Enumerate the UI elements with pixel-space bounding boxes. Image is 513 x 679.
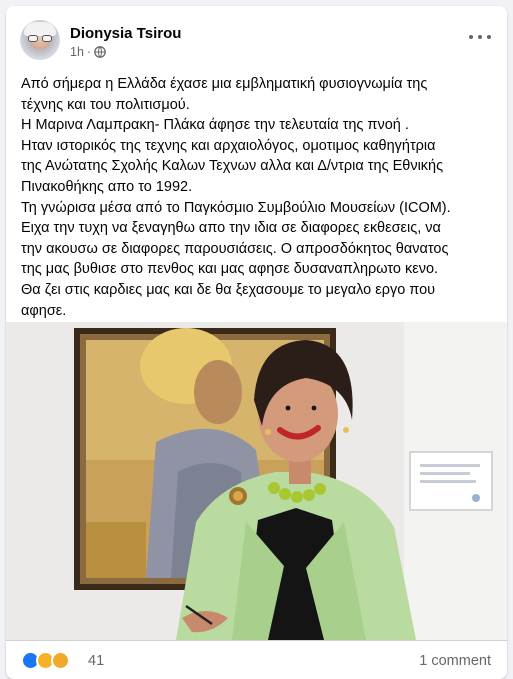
globe-icon[interactable] <box>94 46 106 58</box>
post-text-line: Η Μαρινα Λαμπρακη- Πλάκα άφησε την τελευταία της πνοή . <box>21 117 409 134</box>
post-footer <box>6 640 507 679</box>
author-name[interactable]: Dionysia Tsirou <box>70 25 182 42</box>
post-text <box>21 74 501 321</box>
post-text-line: αφησε. <box>21 302 67 319</box>
more-options-icon[interactable] <box>469 30 491 44</box>
comments-count[interactable]: 1 comment <box>419 653 491 669</box>
reactions-summary[interactable] <box>21 651 66 670</box>
meta-separator: · <box>86 45 92 59</box>
post-text-line: Πινακοθήκης απο το 1992. <box>21 178 193 195</box>
post-text-line: τέχνης και του πολιτισμού. <box>21 96 190 113</box>
post-photo[interactable] <box>6 322 507 640</box>
post-meta <box>70 45 106 59</box>
post-text-line: την ακουσω σε διαφορες παρουσιάσεις. Ο απροσδόκητος θανατος <box>21 240 449 257</box>
post-header <box>6 6 507 68</box>
post-text-line: της Ανώτατης Σχολής Καλων Τεχνων αλλα και Δ/ντρια της Εθνικής <box>21 158 444 175</box>
sad-icon <box>51 651 70 670</box>
post-time[interactable]: 1h <box>70 45 84 59</box>
post-text-line: Από σήμερα η Ελλάδα έχασε μια εμβληματική φυσιογνωμία της <box>21 76 428 92</box>
portrait-photo <box>6 322 507 640</box>
author-avatar[interactable] <box>20 20 60 60</box>
post-text-line: Ηταν ιστορικός της τεχνης και αρχαιολόγος, ομοτιμος καθηγήτρια <box>21 137 436 154</box>
post-text-line: της μας βυθισε στο πενθος και μας αφησε δυσαναπληρωτο κενο. <box>21 261 439 278</box>
post-card <box>6 6 507 679</box>
post-text-line: Τη γνώρισα μέσα από το Παγκόσμιο Συμβούλιο Μουσείων (ICOM). <box>21 199 451 216</box>
post-text-line: Θα ζει στις καρδιες μας και δε θα ξεχασουμε το μεγαλο εργο που <box>21 281 436 298</box>
reaction-count[interactable]: 41 <box>88 653 105 669</box>
post-text-line: Ειχα την τυχη να ξεναγηθω απο την ιδια σε διαφορες εκθεσεις, να <box>21 220 441 237</box>
